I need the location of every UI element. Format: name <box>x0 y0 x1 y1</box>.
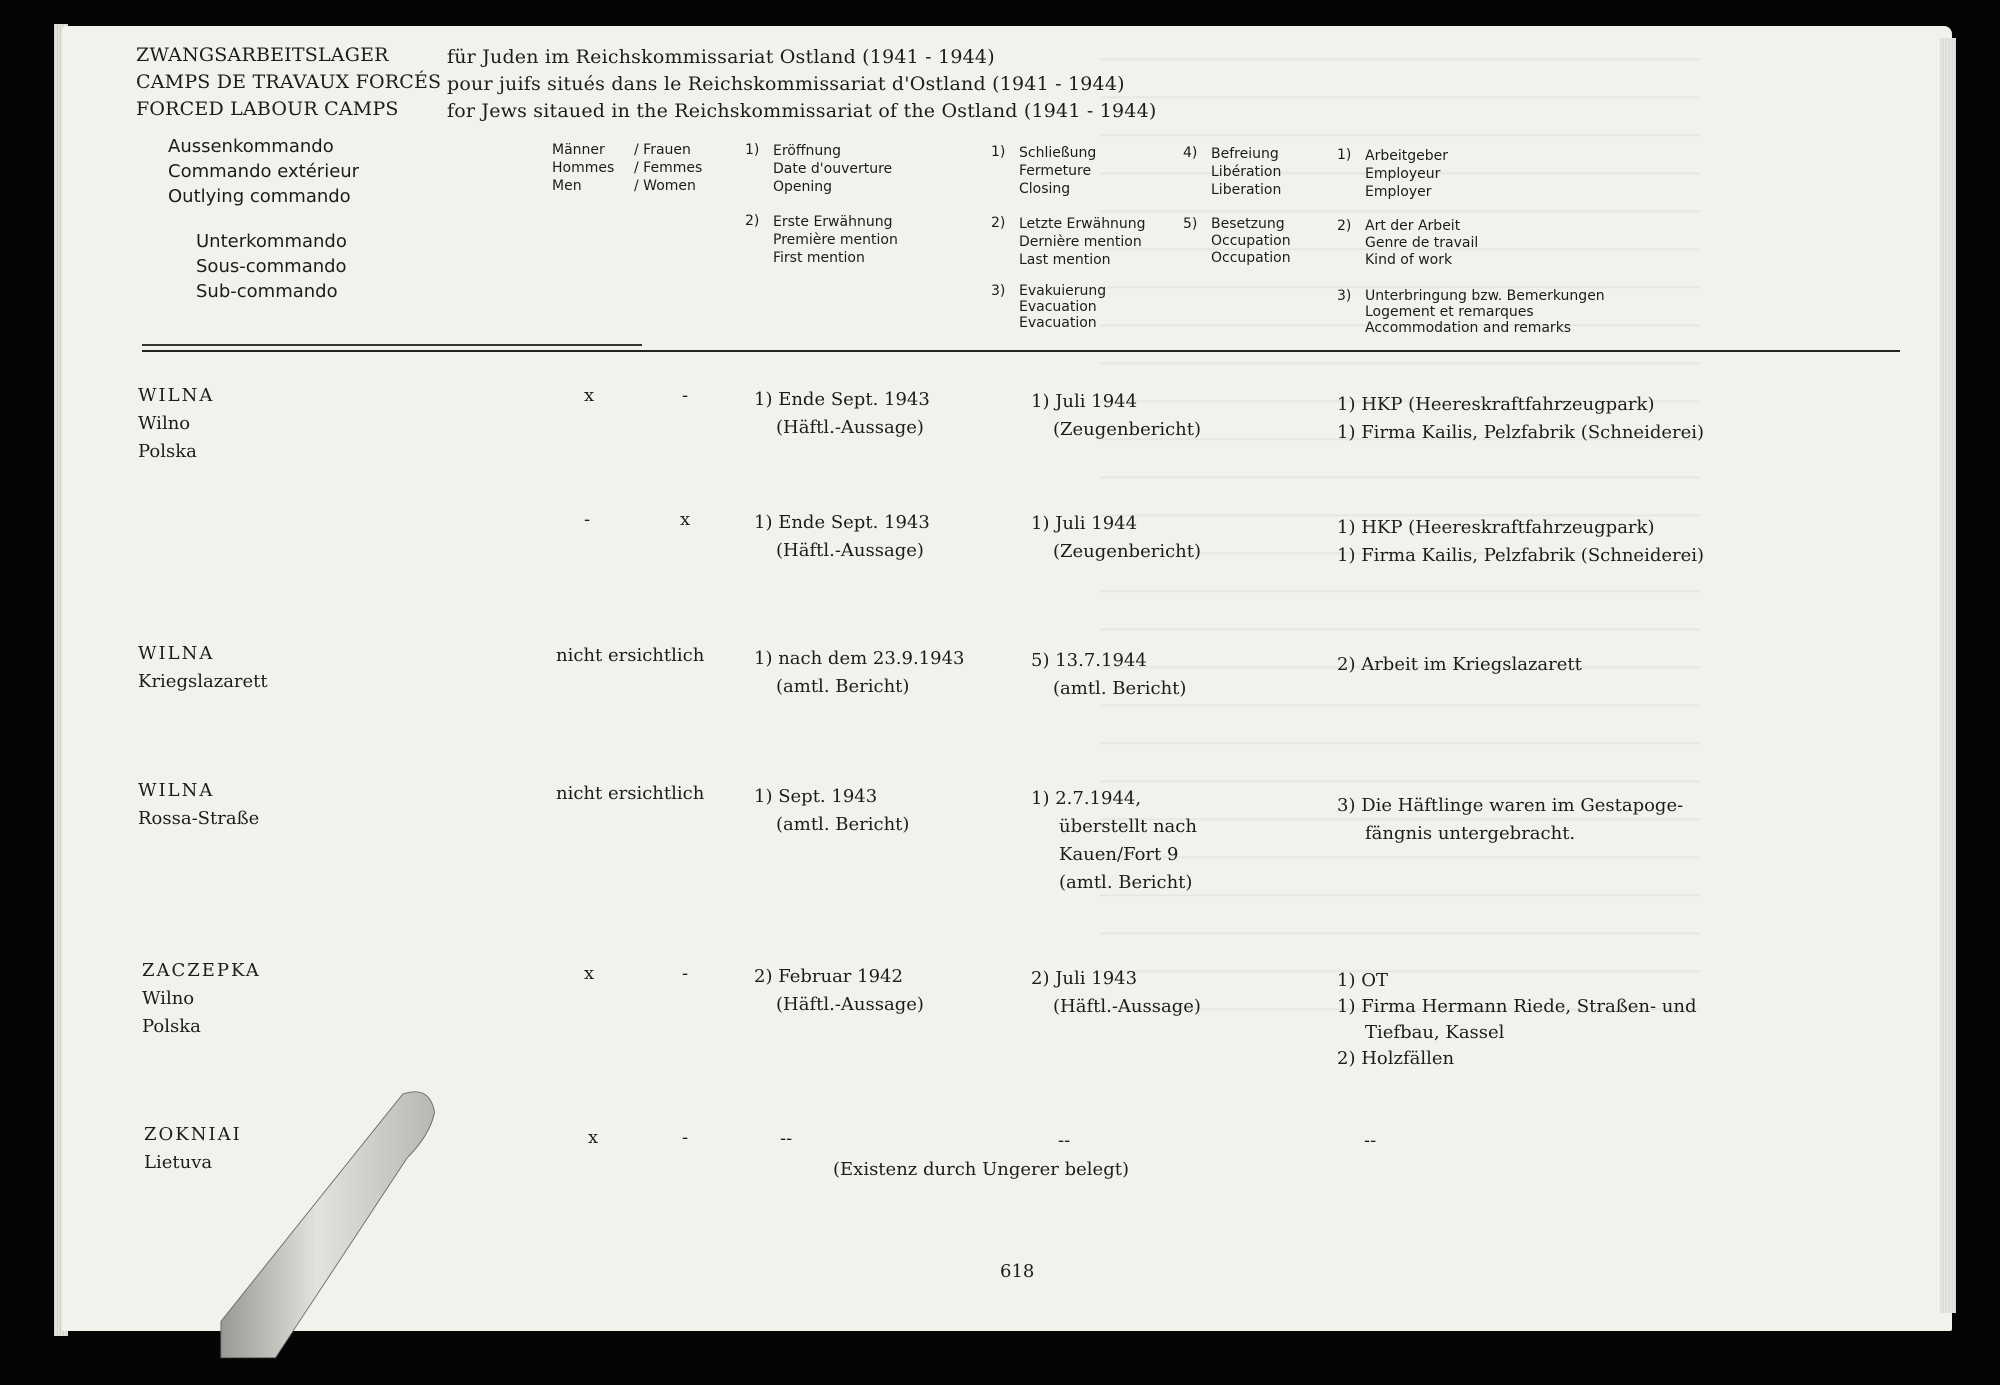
entry-5-work: 1) OT 1) Firma Hermann Riede, Straßen- und Tiefbau, Kassel 2) Holzfällen <box>1337 970 1697 1069</box>
legend-lib-label5: Besetzung Occupation Occupation <box>1211 216 1291 266</box>
legend-open-label2: Erste Erwähnung Première mention First mention <box>773 214 898 266</box>
entry-3-work: 2) Arbeit im Kriegslazarett <box>1337 654 1582 675</box>
entry-3-close: 5) 13.7.1944 (amtl. Bericht) <box>1031 650 1187 699</box>
subtitle-en: for Jews sitaued in the Reichskommissariat of the Ostland (1941 - 1944) <box>447 100 1157 122</box>
legend-sex-men: Männer Hommes Men <box>552 142 615 194</box>
legend-open-num2: 2) <box>745 213 760 229</box>
legend-lib-num5: 5) <box>1183 216 1198 232</box>
legend-unterkommando: Unterkommando Sous-commando Sub-commando <box>196 231 347 302</box>
page-number: 618 <box>1000 1261 1035 1282</box>
legend-close-label3: Evakuierung Evacuation Evacuation <box>1019 283 1107 331</box>
entry-3-place: WILNA Kriegslazarett <box>138 643 268 692</box>
subtitle-fr: pour juifs situés dans le Reichskommissariat d'Ostland (1941 - 1944) <box>447 73 1125 95</box>
entry-6-women: - <box>682 1127 689 1148</box>
legend-lib-num4: 4) <box>1183 145 1198 161</box>
document-subtitle <box>447 44 1157 125</box>
entry-6-place: ZOKNIAI Lietuva <box>144 1124 242 1173</box>
header-rule-thin <box>142 344 642 346</box>
subtitle-de: für Juden im Reichskommissariat Ostland (1941 - 1944) <box>447 46 995 68</box>
document-title <box>136 42 441 123</box>
entry-5-open: 2) Februar 1942 (Häftl.-Aussage) <box>754 966 924 1015</box>
legend-close-label2: Letzte Erwähnung Dernière mention Last mention <box>1019 216 1146 268</box>
entry-2-men: - <box>584 509 591 530</box>
entry-4-sex: nicht ersichtlich <box>556 783 705 804</box>
entry-6-open: -- <box>780 1128 793 1149</box>
entry-1-place: WILNA Wilno Polska <box>138 385 215 462</box>
legend-close-num2: 2) <box>991 215 1006 231</box>
title-fr: CAMPS DE TRAVAUX FORCÉS <box>136 71 442 93</box>
entry-1-open: 1) Ende Sept. 1943 (Häftl.-Aussage) <box>754 389 930 438</box>
entry-2-close: 1) Juli 1944 (Zeugenbericht) <box>1031 513 1202 562</box>
title-en: FORCED LABOUR CAMPS <box>136 98 399 120</box>
entry-1-close: 1) Juli 1944 (Zeugenbericht) <box>1031 391 1202 440</box>
legend-open-label1: Eröffnung Date d'ouverture Opening <box>773 143 893 195</box>
entry-1-work: 1) HKP (Heereskraftfahrzeugpark) 1) Firma Kailis, Pelzfabrik (Schneiderei) <box>1337 394 1705 443</box>
legend-work-label3: Unterbringung bzw. Bemerkungen Logement et remarques Accommodation and remarks <box>1365 288 1605 336</box>
legend-aussenkommando: Aussenkommando Commando extérieur Outlying commando <box>168 136 360 207</box>
legend-work-label2: Art der Arbeit Genre de travail Kind of work <box>1365 218 1479 268</box>
entry-1-men: x <box>584 385 595 406</box>
legend-lib-label4: Befreiung Libération Liberation <box>1211 146 1282 198</box>
entry-6-work: -- <box>1364 1130 1377 1151</box>
entry-4-close: 1) 2.7.1944, überstellt nach Kauen/Fort 9 (amtl. Bericht) <box>1031 788 1197 893</box>
entry-4-place: WILNA Rossa-Straße <box>138 780 260 829</box>
header-rule <box>142 350 1900 352</box>
entry-2-open: 1) Ende Sept. 1943 (Häftl.-Aussage) <box>754 512 930 561</box>
entry-5-place: ZACZEPKA Wilno Polska <box>142 960 261 1037</box>
legend-open-num1: 1) <box>745 142 760 158</box>
entry-1-women: - <box>682 385 689 406</box>
legend-work-num3: 3) <box>1337 288 1352 304</box>
legend-close-label1: Schließung Fermeture Closing <box>1019 145 1097 197</box>
entry-5-men: x <box>584 963 595 984</box>
entry-4-work: 3) Die Häftlinge waren im Gestapoge- fängnis untergebracht. <box>1337 795 1684 844</box>
page-edge-right <box>1940 38 1956 1313</box>
entry-4-open: 1) Sept. 1943 (amtl. Bericht) <box>754 786 910 835</box>
legend-close-num3: 3) <box>991 283 1006 299</box>
entry-5-women: - <box>682 963 689 984</box>
entry-3-open: 1) nach dem 23.9.1943 (amtl. Bericht) <box>754 648 965 697</box>
title-de: ZWANGSARBEITSLAGER <box>136 44 389 66</box>
legend-work-num2: 2) <box>1337 218 1352 234</box>
entry-2-work: 1) HKP (Heereskraftfahrzeugpark) 1) Firma Kailis, Pelzfabrik (Schneiderei) <box>1337 517 1705 566</box>
entry-6-remark: (Existenz durch Ungerer belegt) <box>833 1159 1129 1180</box>
entry-6-close: -- <box>1058 1130 1071 1151</box>
legend-sex-women: / Frauen / Femmes / Women <box>634 142 703 194</box>
entry-6-men: x <box>588 1127 599 1148</box>
entry-2-women: x <box>680 509 691 530</box>
entry-5-close: 2) Juli 1943 (Häftl.-Aussage) <box>1031 968 1201 1017</box>
legend-close-num1: 1) <box>991 144 1006 160</box>
legend-work-num1: 1) <box>1337 147 1352 163</box>
pointer-tool-image <box>210 1085 450 1385</box>
entry-3-sex: nicht ersichtlich <box>556 645 705 666</box>
legend-work-label1: Arbeitgeber Employeur Employer <box>1365 148 1448 200</box>
